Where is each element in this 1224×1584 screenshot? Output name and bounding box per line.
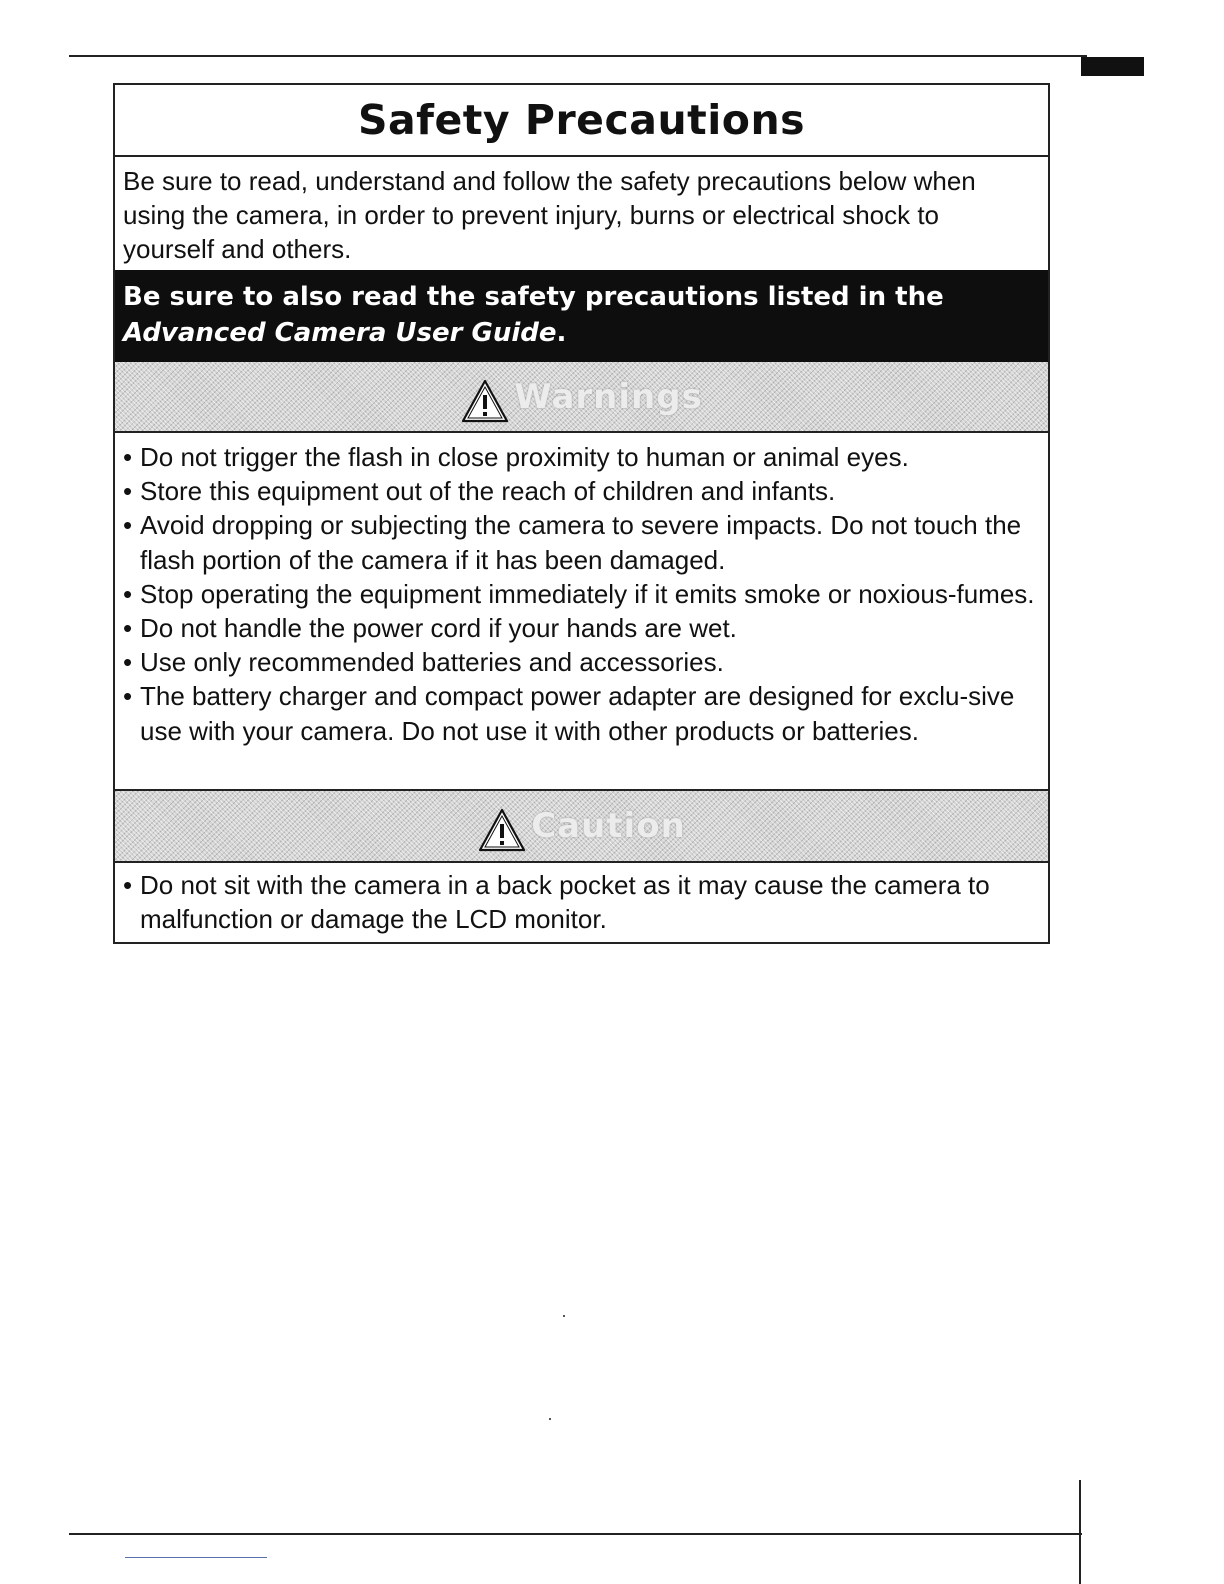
bullet: • xyxy=(123,681,133,712)
bullet: • xyxy=(123,510,133,541)
warning-text: The battery charger and compact power adapter are designed for exclu-sive use with your camera. Do not use it with other products or batteries. xyxy=(140,681,1015,746)
notice-text: Be sure to also read the safety precautions listed in the xyxy=(123,282,944,312)
scan-speck xyxy=(563,1315,565,1317)
guide-title: Advanced Camera User Guide xyxy=(123,318,557,348)
title-row xyxy=(115,85,1048,157)
warning-text: Do not trigger the flash in close proximity to human or animal eyes. xyxy=(140,442,909,472)
caution-heading: Caution xyxy=(531,806,686,846)
bullet: • xyxy=(123,442,133,472)
warnings-heading: Warnings xyxy=(514,376,703,417)
list-item xyxy=(123,508,1043,576)
intro-paragraph: Be sure to read, understand and follow the safety precautions below when using the camera, in order to prevent injury, burns or electrical shock to yourself and others. xyxy=(123,166,976,264)
bullet: • xyxy=(123,647,133,678)
list-item xyxy=(123,868,1043,936)
bullet: • xyxy=(123,870,133,900)
bottom-rule xyxy=(69,1533,1082,1535)
list-item xyxy=(123,577,1043,611)
warning-triangle-icon xyxy=(477,807,527,853)
warning-text: Store this equipment out of the reach of children and infants. xyxy=(140,476,836,507)
list-item xyxy=(123,440,1043,474)
warning-text: Avoid dropping or subjecting the camera to severe impacts. Do not touch the flash portion of the camera if it has been damaged. xyxy=(140,510,1022,575)
warning-text: Do not handle the power cord if your hands are wet. xyxy=(140,613,737,644)
list-item xyxy=(123,645,1043,679)
bullet: • xyxy=(123,476,133,507)
notice-banner xyxy=(115,270,1048,362)
bullet: • xyxy=(123,613,133,644)
warnings-list xyxy=(123,440,1043,748)
bottom-underline xyxy=(125,1557,267,1558)
warning-text: Use only recommended batteries and accessories. xyxy=(140,647,724,678)
caution-text: Do not sit with the camera in a back pocket as it may cause the camera to malfunction or damage the LCD monitor. xyxy=(140,870,990,935)
caution-header xyxy=(115,789,1048,863)
warnings-header xyxy=(115,362,1048,433)
caution-list xyxy=(123,868,1043,936)
warning-text: Stop operating the equipment immediately if it emits smoke or noxious-fumes. xyxy=(140,578,1035,609)
top-rule xyxy=(69,55,1087,57)
page-title: Safety Precautions xyxy=(357,96,806,144)
safety-precautions-box xyxy=(113,83,1050,944)
page-corner-tab xyxy=(1081,57,1144,76)
list-item xyxy=(123,611,1043,645)
bottom-vertical-rule xyxy=(1079,1480,1081,1584)
list-item xyxy=(123,474,1043,508)
bullet: • xyxy=(123,578,133,609)
notice-period: . xyxy=(556,318,567,348)
scan-speck xyxy=(549,1418,551,1420)
warning-triangle-icon xyxy=(460,378,510,424)
list-item xyxy=(123,679,1043,747)
